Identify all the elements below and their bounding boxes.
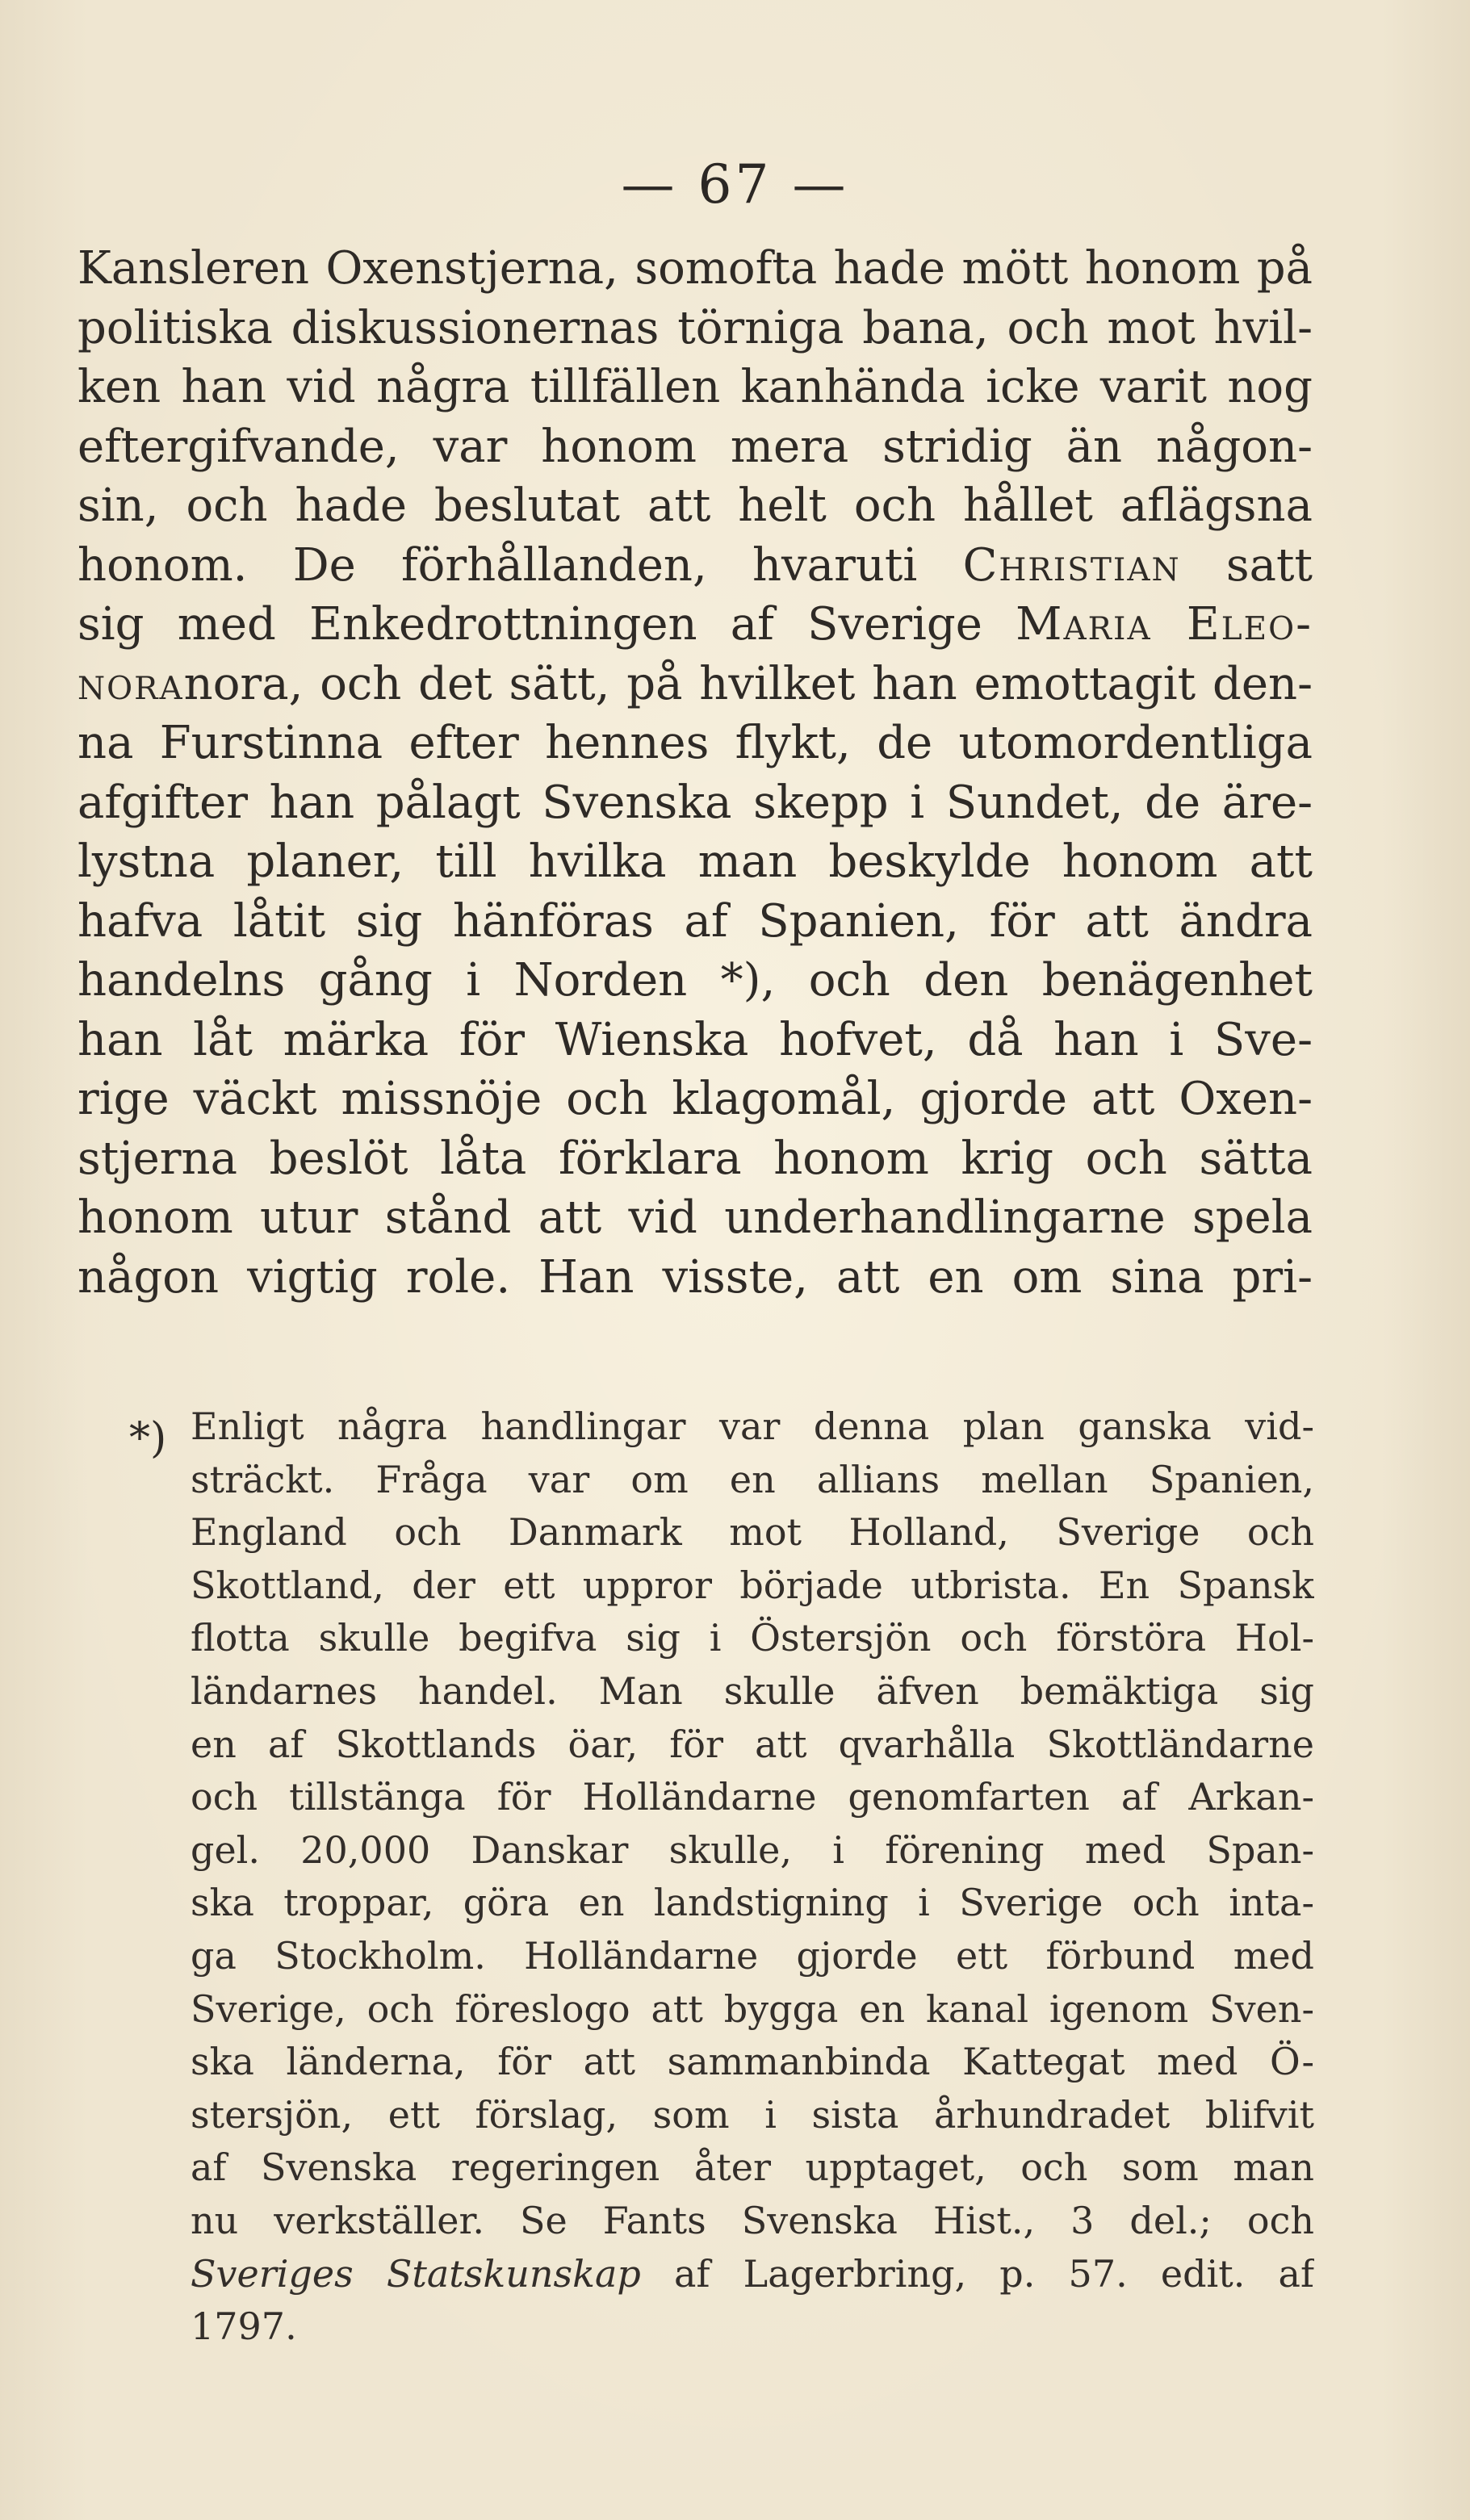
text-line: hafva låtit sig hänföras af Spanien, för att ändra	[77, 894, 1313, 948]
footnote-marker: *)	[129, 1414, 167, 1463]
text-line: ken han vid några tillfällen kanhända icke varit nog	[77, 361, 1313, 413]
footnote-line: ga Stockholm. Holländarne gjorde ett förbund med	[191, 1933, 1314, 1978]
main-text	[77, 239, 1313, 1307]
text-line: någon vigtig role. Han visste, att en om sina pri-	[77, 1250, 1313, 1304]
name-maria-eleonora: Maria Eleo-	[1016, 598, 1313, 651]
text-fragment: honom. De förhållanden, hvaruti	[77, 538, 918, 592]
text-line: eftergifvande, var honom mera stridig än någon-	[77, 420, 1313, 473]
footnote-line-citation	[191, 2248, 1314, 2301]
text-line: honom utur stånd att vid underhandlingarne spela	[77, 1191, 1313, 1244]
footnote	[191, 1400, 1314, 2354]
text-line: rige väckt missnöje och klagomål, gjorde att Oxen-	[77, 1073, 1313, 1125]
text-line	[77, 655, 1313, 714]
footnote-line: Skottland, der ett uppror började utbrista. En Spansk	[191, 1563, 1314, 1607]
footnote-line: England och Danmark mot Holland, Sverige och	[191, 1510, 1314, 1555]
text-line: han låt märka för Wienska hofvet, då han i Sve-	[77, 1013, 1313, 1066]
footnote-line: gel. 20,000 Danskar skulle, i förening med Span-	[191, 1827, 1314, 1872]
footnote-line: af Svenska regeringen åter upptaget, och som man	[191, 2145, 1314, 2190]
name-christian: Christian	[962, 538, 1181, 592]
footnote-line: 1797.	[191, 2304, 297, 2349]
name-nora: nora	[77, 657, 184, 710]
text-line: na Furstinna efter hennes flykt, de utomordentliga	[77, 717, 1313, 769]
text-line: stjerna beslöt låta förklara honom krig och sätta	[77, 1132, 1313, 1185]
footnote-line: stersjön, ett förslag, som i sista århundradet blifvit	[191, 2092, 1314, 2137]
footnote-line: Enligt några handlingar var denna plan ganska vid-	[191, 1404, 1314, 1448]
text-fragment: satt	[1225, 538, 1313, 592]
citation-title: Sveriges Statskunskap	[191, 2251, 641, 2296]
footnote-line: ska troppar, göra en landstigning i Sverige och inta-	[191, 1881, 1314, 1925]
footnote-line: nu verkställer. Se Fants Svenska Hist., 3 del.; och	[191, 2198, 1314, 2242]
footnote-line: Sverige, och föreslogo att bygga en kanal igenom Sven-	[191, 1986, 1314, 2031]
page-number-header: — 67 —	[621, 153, 849, 216]
text-line: politiska diskussionernas törniga bana, och mot hvil-	[77, 301, 1313, 354]
footnote-line: en af Skottlands öar, för att qvarhålla Skottländarne	[191, 1722, 1314, 1766]
text-line: afgifter han pålagt Svenska skepp i Sundet, de äre-	[77, 776, 1313, 829]
text-line: Kansleren Oxenstjerna, somofta hade mött honom på	[77, 242, 1313, 295]
text-fragment: af Lagerbring, p. 57. edit. af	[674, 2251, 1314, 2296]
text-line: lystna planer, till hvilka man beskylde honom att	[77, 835, 1313, 888]
text-line-christian	[77, 536, 1313, 596]
footnote-line: ländarnes handel. Man skulle äfven bemäktiga sig	[191, 1668, 1314, 1713]
text-fragment: sig med Enkedrottningen af Sverige	[77, 598, 982, 651]
footnote-line: sträckt. Fråga var om en allians mellan Spanien,	[191, 1457, 1314, 1501]
footnote-line: och tillstänga för Holländarne genomfarten af Arkan-	[191, 1775, 1314, 1819]
footnote-line: ska länderna, för att sammanbinda Kattegat med Ö-	[191, 2040, 1314, 2084]
text-line: sin, och hade beslutat att helt och hållet aflägsna	[77, 479, 1313, 532]
footnote-line: flotta skulle begifva sig i Östersjön och förstöra Hol-	[191, 1616, 1314, 1660]
text-line-maria	[77, 595, 1313, 655]
text-line: handelns gång i Norden *), och den benägenhet	[77, 954, 1313, 1007]
text-fragment: nora, och det sätt, på hvilket han emottagit den-	[183, 657, 1313, 710]
